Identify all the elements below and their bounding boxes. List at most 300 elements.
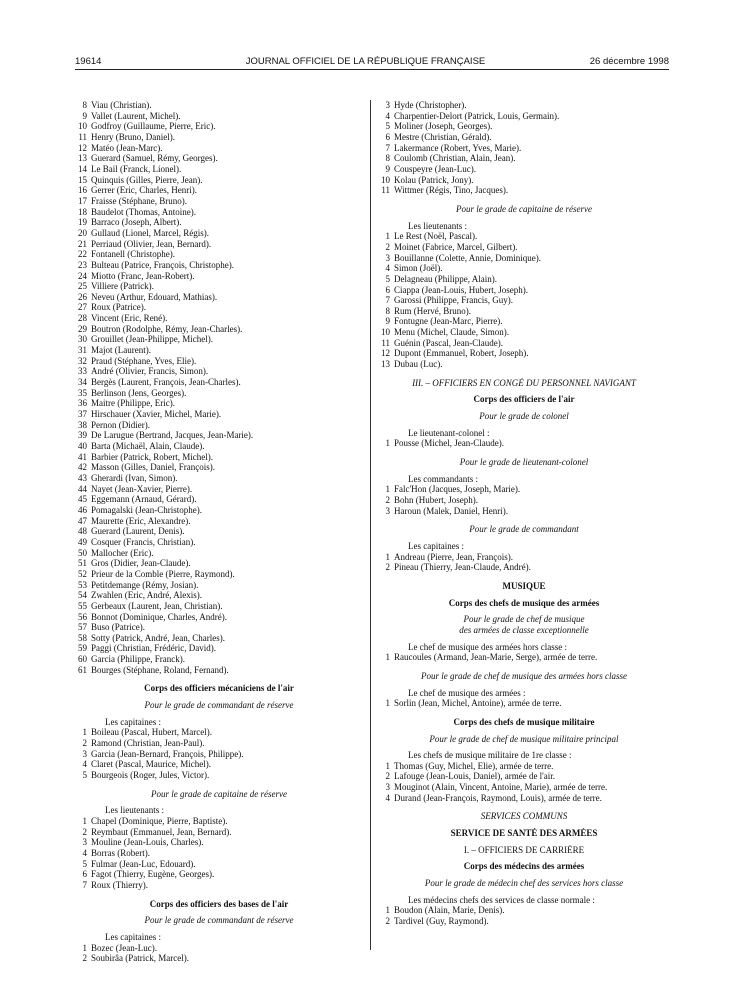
item-text: Kolau (Patrick, Jony). bbox=[394, 174, 474, 185]
grade-heading: Pour le grade de capitaine de réserve bbox=[456, 203, 592, 214]
section-heading: MUSIQUE bbox=[502, 580, 546, 591]
right-column bbox=[378, 100, 670, 927]
journal-title: JOURNAL OFFICIEL DE LA RÉPUBLIQUE FRANÇAISE bbox=[245, 56, 486, 67]
item-text: Fontanell (Christophe). bbox=[91, 249, 175, 260]
list-item bbox=[378, 338, 670, 349]
header-rule bbox=[75, 69, 669, 70]
item-text: Bozec (Jean-Luc). bbox=[91, 942, 157, 953]
grade-heading: Pour le grade de chef de musique militaire principal bbox=[429, 733, 619, 744]
list-item bbox=[75, 185, 363, 196]
list-item bbox=[75, 665, 363, 676]
section-heading: III. – OFFICIERS EN CONGÉ DU PERSONNEL NAVIGANT bbox=[412, 377, 636, 388]
list-item bbox=[378, 285, 670, 296]
list-item bbox=[75, 558, 363, 569]
list-item bbox=[75, 727, 363, 738]
item-text: Praud (Stéphane, Yves, Elie). bbox=[91, 355, 197, 366]
item-number: 37 bbox=[78, 409, 87, 420]
page-number: 19614 bbox=[75, 56, 102, 67]
item-number: 42 bbox=[78, 462, 87, 473]
list-item bbox=[75, 217, 363, 228]
item-number: 3 bbox=[385, 505, 390, 516]
name-list bbox=[378, 905, 670, 926]
list-item bbox=[75, 175, 363, 186]
item-number: 6 bbox=[82, 869, 87, 880]
list-item bbox=[75, 398, 363, 409]
item-number: 11 bbox=[381, 337, 390, 348]
section-heading: SERVICE DE SANTÉ DES ARMÉES bbox=[450, 828, 598, 839]
list-item bbox=[75, 121, 363, 132]
list-item bbox=[75, 100, 363, 111]
item-number: 1 bbox=[385, 652, 390, 663]
grade-heading: Pour le grade de chef de musique des armées hors classe bbox=[421, 670, 627, 681]
item-text: Raucoules (Armand, Jean-Marie, Serge), armée de terre. bbox=[394, 652, 598, 663]
name-list bbox=[378, 484, 670, 516]
list-item bbox=[378, 562, 670, 573]
name-list bbox=[378, 652, 670, 663]
item-number: 1 bbox=[385, 438, 390, 449]
list-item bbox=[75, 622, 363, 633]
list-item bbox=[75, 548, 363, 559]
list-item bbox=[378, 652, 670, 663]
list-item bbox=[378, 327, 670, 338]
issue-date: 26 décembre 1998 bbox=[589, 56, 669, 67]
item-number: 1 bbox=[385, 231, 390, 242]
list-item bbox=[75, 207, 363, 218]
list-item bbox=[75, 441, 363, 452]
item-text: Cosquer (Francis, Christian). bbox=[91, 536, 196, 547]
column-divider bbox=[370, 100, 371, 950]
list-item bbox=[75, 770, 363, 781]
list-item bbox=[75, 420, 363, 431]
grade-heading: Pour le grade de lieutenant-colonel bbox=[459, 457, 589, 468]
item-text: Fagot (Thierry, Eugène, Georges). bbox=[91, 869, 215, 880]
item-number: 30 bbox=[78, 334, 87, 345]
item-text: Guénin (Pascal, Jean-Claude). bbox=[394, 337, 503, 348]
item-number: 6 bbox=[385, 131, 390, 142]
corps-heading: Corps des officiers mécaniciens de l'air bbox=[144, 683, 294, 694]
item-text: Quinquis (Gilles, Pierre, Jean). bbox=[91, 174, 203, 185]
item-number: 32 bbox=[78, 355, 87, 366]
item-number: 12 bbox=[381, 348, 390, 359]
item-text: Bulteau (Patrice, François, Christophe). bbox=[91, 259, 234, 270]
grade-heading: Pour le grade de commandant de réserve bbox=[144, 915, 294, 926]
list-item bbox=[378, 359, 670, 370]
item-text: Fulmar (Jean-Luc, Edouard). bbox=[91, 858, 196, 869]
item-number: 13 bbox=[381, 359, 390, 370]
item-number: 9 bbox=[385, 316, 390, 327]
item-text: Soubirâa (Patrick, Marcel). bbox=[91, 953, 189, 964]
name-list bbox=[75, 943, 363, 964]
item-text: Godfroy (Guillaume, Pierre, Eric). bbox=[91, 121, 216, 132]
list-item bbox=[75, 505, 363, 516]
name-list bbox=[378, 100, 670, 196]
item-text: Couspeyre (Jean-Luc). bbox=[394, 163, 476, 174]
item-text: Villiere (Patrick). bbox=[91, 281, 154, 292]
list-item bbox=[75, 759, 363, 770]
item-number: 41 bbox=[78, 451, 87, 462]
item-text: Perriaud (Olivier, Jean, Bernard). bbox=[91, 238, 212, 249]
item-number: 8 bbox=[385, 305, 390, 316]
item-number: 10 bbox=[381, 327, 390, 338]
list-item bbox=[75, 953, 363, 964]
list-item bbox=[378, 905, 670, 916]
item-number: 36 bbox=[78, 398, 87, 409]
item-text: Gerrer (Eric, Charles, Henri). bbox=[91, 185, 197, 196]
list-item bbox=[75, 366, 363, 377]
grade-heading: Pour le grade de commandant de réserve bbox=[144, 700, 294, 711]
item-number: 4 bbox=[385, 792, 390, 803]
rank-label: Les capitaines : bbox=[408, 540, 464, 551]
item-number: 53 bbox=[78, 579, 87, 590]
item-text: Boutron (Rodolphe, Rémy, Jean-Charles). bbox=[91, 323, 243, 334]
name-list bbox=[75, 100, 363, 675]
list-item bbox=[75, 292, 363, 303]
list-item bbox=[378, 121, 670, 132]
list-item bbox=[75, 249, 363, 260]
list-item bbox=[75, 816, 363, 827]
item-number: 1 bbox=[385, 484, 390, 495]
item-text: Durand (Jean-François, Raymond, Louis), armée de terre. bbox=[394, 792, 602, 803]
list-item bbox=[75, 827, 363, 838]
item-text: De Larugue (Bertrand, Jacques, Jean-Marie). bbox=[91, 430, 254, 441]
list-item bbox=[75, 494, 363, 505]
item-text: Pomagalski (Jean-Christophe). bbox=[91, 504, 202, 515]
item-text: Boudon (Alain, Marie, Denis). bbox=[394, 905, 505, 916]
name-list bbox=[378, 698, 670, 709]
grade-heading: des armées de classe exceptionnelle bbox=[459, 624, 589, 635]
item-number: 34 bbox=[78, 377, 87, 388]
list-item bbox=[75, 324, 363, 335]
list-item bbox=[378, 698, 670, 709]
item-text: Sotty (Patrick, André, Jean, Charles). bbox=[91, 632, 225, 643]
item-number: 35 bbox=[78, 387, 87, 398]
rank-label: Les chefs de musique militaire de 1re classe : bbox=[408, 750, 572, 761]
item-number: 24 bbox=[78, 270, 87, 281]
item-number: 31 bbox=[78, 345, 87, 356]
item-number: 8 bbox=[82, 100, 87, 110]
item-number: 43 bbox=[78, 472, 87, 483]
list-item bbox=[378, 143, 670, 154]
item-text: Hyde (Christopher). bbox=[394, 100, 467, 110]
rank-label: Le lieutenant-colonel : bbox=[408, 427, 490, 438]
item-number: 22 bbox=[78, 249, 87, 260]
item-text: Bohn (Hubert, Joseph). bbox=[394, 495, 478, 505]
item-number: 29 bbox=[78, 323, 87, 334]
item-text: Barta (Michaël, Alain, Claude). bbox=[91, 441, 205, 451]
item-text: Baudelot (Thomas, Antoine). bbox=[91, 206, 196, 217]
list-item bbox=[378, 552, 670, 563]
item-text: Pernon (Didier). bbox=[91, 419, 150, 430]
item-number: 16 bbox=[78, 185, 87, 196]
list-item bbox=[75, 430, 363, 441]
item-text: Bouillanne (Colette, Annie, Dominique). bbox=[394, 252, 541, 263]
list-item bbox=[75, 302, 363, 313]
item-number: 47 bbox=[78, 515, 87, 526]
item-text: Wittmer (Régis, Tino, Jacques). bbox=[394, 185, 509, 196]
item-number: 60 bbox=[78, 654, 87, 665]
list-item bbox=[75, 164, 363, 175]
item-text: Chapel (Dominique, Pierre, Baptiste). bbox=[91, 816, 228, 826]
item-number: 1 bbox=[385, 551, 390, 562]
item-number: 15 bbox=[78, 174, 87, 185]
item-number: 21 bbox=[78, 238, 87, 249]
item-text: Pineau (Thierry, Jean-Claude, André). bbox=[394, 562, 531, 573]
item-number: 45 bbox=[78, 494, 87, 505]
item-text: Miotto (Franc, Jean-Robert). bbox=[91, 270, 195, 281]
item-text: Andreau (Pierre, Jean, François). bbox=[394, 551, 513, 562]
page-header bbox=[0, 56, 731, 68]
item-number: 11 bbox=[381, 185, 390, 196]
item-text: Guerard (Samuel, Rémy, Georges). bbox=[91, 153, 218, 164]
item-text: Viau (Christian). bbox=[91, 100, 152, 110]
item-text: Moliner (Joseph, Georges). bbox=[394, 121, 493, 132]
list-item bbox=[378, 316, 670, 327]
rank-label: Le chef de musique des armées hors classe : bbox=[408, 641, 567, 652]
item-text: Bonnot (Dominique, Charles, André). bbox=[91, 611, 227, 622]
list-item bbox=[75, 869, 363, 880]
item-text: Bergès (Laurent, François, Jean-Charles). bbox=[91, 377, 241, 388]
item-number: 20 bbox=[78, 227, 87, 238]
list-item bbox=[378, 306, 670, 317]
left-column bbox=[75, 100, 363, 964]
list-item bbox=[378, 175, 670, 186]
item-number: 46 bbox=[78, 504, 87, 515]
list-item bbox=[75, 943, 363, 954]
list-item bbox=[378, 348, 670, 359]
item-number: 5 bbox=[82, 770, 87, 781]
list-item bbox=[75, 143, 363, 154]
list-item bbox=[75, 345, 363, 356]
item-number: 61 bbox=[78, 664, 87, 675]
grade-heading: Pour le grade de colonel bbox=[479, 411, 569, 422]
list-item bbox=[75, 153, 363, 164]
item-text: Garcia (Jean-Bernard, François, Philippe). bbox=[91, 748, 244, 759]
item-number: 4 bbox=[82, 759, 87, 770]
rank-label: Les commandants : bbox=[408, 473, 478, 484]
item-number: 8 bbox=[385, 153, 390, 164]
item-text: Majot (Laurent). bbox=[91, 345, 151, 356]
list-item bbox=[75, 377, 363, 388]
item-number: 1 bbox=[82, 727, 87, 738]
name-list bbox=[378, 761, 670, 804]
item-number: 23 bbox=[78, 259, 87, 270]
grade-heading: Pour le grade de chef de musique bbox=[463, 614, 585, 625]
grade-heading: Pour le grade de médecin chef des services hors classe bbox=[424, 878, 624, 889]
item-text: Gros (Didier, Jean-Claude). bbox=[91, 558, 191, 569]
item-text: Grouillet (Jean-Philippe, Michel). bbox=[91, 334, 213, 345]
list-item bbox=[75, 880, 363, 891]
list-item bbox=[75, 569, 363, 580]
item-number: 2 bbox=[385, 495, 390, 505]
rank-label: Les capitaines : bbox=[105, 716, 161, 727]
list-item bbox=[75, 537, 363, 548]
item-text: Dubau (Luc). bbox=[394, 359, 443, 370]
rank-label: Les capitaines : bbox=[105, 931, 161, 942]
list-item bbox=[378, 506, 670, 517]
item-number: 11 bbox=[78, 131, 87, 142]
list-item bbox=[75, 228, 363, 239]
item-text: Mallocher (Eric). bbox=[91, 547, 154, 558]
item-number: 26 bbox=[78, 291, 87, 302]
section-heading: I. – OFFICIERS DE CARRIÈRE bbox=[463, 844, 585, 855]
section-heading: SERVICES COMMUNS bbox=[480, 811, 568, 822]
list-item bbox=[75, 473, 363, 484]
item-number: 5 bbox=[385, 273, 390, 284]
item-text: Paggi (Christian, Frédéric, David). bbox=[91, 643, 216, 654]
item-text: Barraco (Joseph, Albert). bbox=[91, 217, 182, 228]
item-text: Eggemann (Arnaud, Gérard). bbox=[91, 494, 197, 505]
item-text: Mestre (Christian, Gérald). bbox=[394, 131, 492, 142]
list-item bbox=[378, 132, 670, 143]
item-number: 44 bbox=[78, 483, 87, 494]
item-number: 2 bbox=[385, 241, 390, 252]
list-item bbox=[75, 111, 363, 122]
item-number: 59 bbox=[78, 643, 87, 654]
item-text: Gullaud (Lionel, Marcel, Régis). bbox=[91, 227, 209, 238]
item-text: Borras (Robert). bbox=[91, 847, 150, 858]
item-text: Roux (Thierry). bbox=[91, 879, 148, 890]
item-number: 2 bbox=[82, 826, 87, 837]
item-text: Hirschauer (Xavier, Michel, Marie). bbox=[91, 409, 222, 420]
item-number: 2 bbox=[385, 771, 390, 782]
item-number: 13 bbox=[78, 153, 87, 164]
item-text: Lafouge (Jean-Louis, Daniel), armée de l'air. bbox=[394, 771, 556, 782]
item-text: Mouginot (Alain, Vincent, Antoine, Marie), armée de terre. bbox=[394, 782, 608, 793]
item-number: 25 bbox=[78, 281, 87, 292]
list-item bbox=[75, 334, 363, 345]
item-text: Vincent (Eric, René). bbox=[91, 313, 168, 324]
item-text: Ramond (Christian, Jean-Paul). bbox=[91, 738, 205, 749]
list-item bbox=[75, 132, 363, 143]
list-item bbox=[75, 462, 363, 473]
item-text: Mouline (Jean-Louis, Charles). bbox=[91, 837, 204, 848]
item-number: 55 bbox=[78, 600, 87, 611]
item-text: Neveu (Arthur, Edouard, Mathias). bbox=[91, 291, 218, 302]
list-item bbox=[378, 771, 670, 782]
item-number: 18 bbox=[78, 206, 87, 217]
item-text: Menu (Michel, Claude, Simon). bbox=[394, 327, 509, 338]
list-item bbox=[75, 313, 363, 324]
list-item bbox=[75, 452, 363, 463]
item-number: 33 bbox=[78, 366, 87, 377]
list-item bbox=[75, 260, 363, 271]
item-number: 7 bbox=[385, 142, 390, 153]
item-number: 5 bbox=[385, 121, 390, 132]
item-number: 7 bbox=[385, 295, 390, 306]
list-item bbox=[378, 438, 670, 449]
item-text: Delagneau (Philippe, Alain). bbox=[394, 273, 497, 284]
item-number: 39 bbox=[78, 430, 87, 441]
item-text: Guerard (Laurent, Denis). bbox=[91, 526, 185, 537]
item-text: Petitdemange (Rémy, Josian). bbox=[91, 579, 199, 590]
item-text: Charpentier-Delort (Patrick, Louis, Germain). bbox=[394, 110, 560, 121]
list-item bbox=[378, 111, 670, 122]
item-text: Gerbeaux (Laurent, Jean, Christian). bbox=[91, 600, 223, 611]
item-number: 49 bbox=[78, 536, 87, 547]
item-text: Bourges (Stéphane, Roland, Fernand). bbox=[91, 664, 229, 675]
name-list bbox=[378, 231, 670, 370]
item-number: 1 bbox=[385, 905, 390, 916]
item-number: 56 bbox=[78, 611, 87, 622]
rank-label: Les médecins chefs des services de classe normale : bbox=[408, 894, 595, 905]
list-item bbox=[75, 196, 363, 207]
item-text: Coulomb (Christian, Alain, Jean). bbox=[394, 153, 516, 164]
item-number: 57 bbox=[78, 622, 87, 633]
list-item bbox=[378, 185, 670, 196]
item-number: 3 bbox=[82, 748, 87, 759]
rank-label: Les lieutenants : bbox=[105, 805, 164, 816]
item-text: Boileau (Pascal, Hubert, Marcel). bbox=[91, 727, 212, 738]
item-text: Nayet (Jean-Xavier, Pierre). bbox=[91, 483, 193, 494]
item-number: 3 bbox=[82, 837, 87, 848]
item-number: 6 bbox=[385, 284, 390, 295]
item-text: Le Bail (Franck, Lionel). bbox=[91, 163, 182, 174]
item-text: Ciappa (Jean-Louis, Hubert, Joseph). bbox=[394, 284, 528, 295]
item-text: Matéo (Jean-Marc). bbox=[91, 142, 163, 153]
item-text: Sorlin (Jean, Michel, Antoine), armée de terre. bbox=[394, 698, 562, 709]
list-item bbox=[75, 738, 363, 749]
list-item bbox=[378, 164, 670, 175]
list-item bbox=[75, 590, 363, 601]
item-number: 54 bbox=[78, 590, 87, 601]
item-number: 3 bbox=[385, 782, 390, 793]
list-item bbox=[75, 633, 363, 644]
item-text: Reymbaut (Emmanuel, Jean, Bernard). bbox=[91, 826, 232, 837]
item-text: Zwahlen (Eric, André, Alexis). bbox=[91, 590, 202, 601]
item-text: Simon (Joël). bbox=[394, 263, 443, 274]
item-text: Moinet (Fabrice, Marcel, Gilbert). bbox=[394, 241, 518, 252]
item-number: 3 bbox=[385, 252, 390, 263]
name-list bbox=[75, 727, 363, 780]
list-item bbox=[378, 495, 670, 506]
list-item bbox=[75, 612, 363, 623]
item-number: 12 bbox=[78, 142, 87, 153]
list-item bbox=[378, 295, 670, 306]
item-number: 3 bbox=[385, 100, 390, 110]
item-text: Garossi (Philippe, Francis, Guy). bbox=[394, 295, 513, 306]
item-text: Claret (Pascal, Maurice, Michel). bbox=[91, 759, 211, 770]
name-list bbox=[378, 438, 670, 449]
list-item bbox=[75, 643, 363, 654]
list-item bbox=[378, 793, 670, 804]
list-item bbox=[378, 231, 670, 242]
list-item bbox=[75, 654, 363, 665]
list-item bbox=[378, 782, 670, 793]
item-number: 2 bbox=[82, 953, 87, 964]
item-number: 1 bbox=[82, 816, 87, 826]
item-text: Vallet (Laurent, Michel). bbox=[91, 110, 181, 121]
item-number: 40 bbox=[78, 441, 87, 451]
list-item bbox=[75, 271, 363, 282]
item-text: Le Rest (Noël, Pascal). bbox=[394, 231, 478, 242]
list-item bbox=[75, 281, 363, 292]
list-item bbox=[75, 239, 363, 250]
item-text: Tardivel (Guy, Raymond). bbox=[394, 916, 489, 927]
name-list bbox=[378, 552, 670, 573]
list-item bbox=[75, 837, 363, 848]
name-list bbox=[75, 816, 363, 891]
item-number: 10 bbox=[78, 121, 87, 132]
item-text: Lakermance (Robert, Yves, Marie). bbox=[394, 142, 522, 153]
item-text: Fontugne (Jean-Marc, Pierre). bbox=[394, 316, 503, 327]
item-number: 4 bbox=[82, 847, 87, 858]
item-number: 38 bbox=[78, 419, 87, 430]
list-item bbox=[378, 263, 670, 274]
item-number: 19 bbox=[78, 217, 87, 228]
item-number: 27 bbox=[78, 302, 87, 313]
item-text: Haroun (Malek, Daniel, Henri). bbox=[394, 505, 508, 516]
grade-heading: Pour le grade de commandant bbox=[469, 524, 579, 535]
